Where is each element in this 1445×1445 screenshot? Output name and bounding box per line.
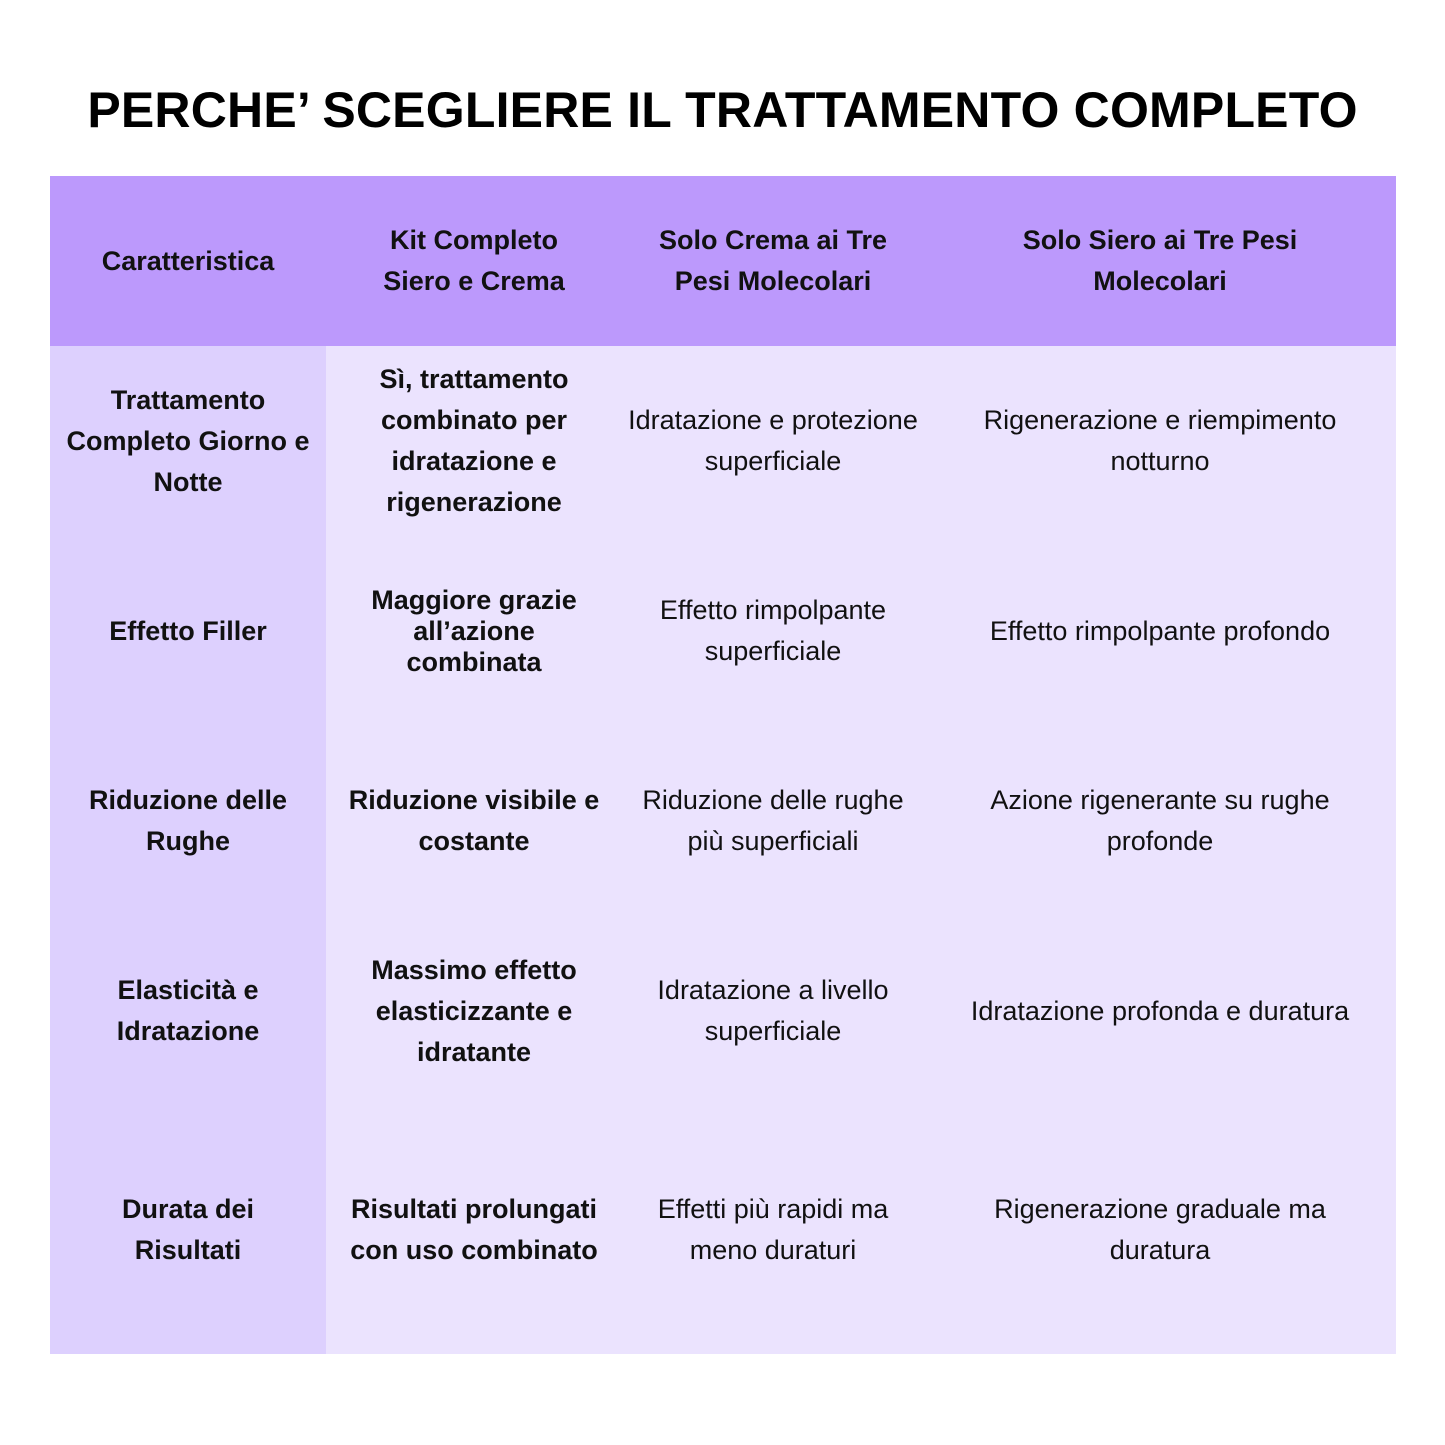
siero-cell	[924, 916, 1396, 1106]
feature-label: Durata dei Risultati	[121, 1194, 255, 1265]
crema-cell	[622, 346, 924, 536]
header-cell-siero	[924, 176, 1396, 346]
siero-value: Effetto rimpolpante profondo	[989, 615, 1331, 646]
header-cell-kit	[326, 176, 622, 346]
feature-label: Elasticità e Idratazione	[116, 975, 260, 1046]
header-label: Solo Crema ai Tre Pesi Molecolari	[658, 225, 888, 296]
siero-cell	[924, 536, 1396, 726]
siero-cell	[924, 1106, 1396, 1354]
kit-cell	[326, 1106, 622, 1354]
kit-value: Risultati prolungati con uso combinato	[350, 1194, 598, 1265]
kit-value: Sì, trattamento combinato per idratazione e rigenerazione	[379, 364, 569, 517]
row-label-cell	[50, 346, 326, 536]
crema-cell	[622, 1106, 924, 1354]
header-label: Caratteristica	[101, 245, 275, 276]
row-label-cell	[50, 726, 326, 916]
feature-label: Trattamento Completo Giorno e Notte	[66, 384, 310, 497]
row-label-cell	[50, 536, 326, 726]
kit-cell	[326, 726, 622, 916]
kit-value: Maggiore grazie all’azione combinata	[371, 584, 577, 677]
crema-cell	[622, 726, 924, 916]
crema-value: Effetti più rapidi ma meno duraturi	[657, 1194, 889, 1265]
siero-cell	[924, 346, 1396, 536]
siero-cell	[924, 726, 1396, 916]
header-cell-crema	[622, 176, 924, 346]
crema-value: Effetto rimpolpante superficiale	[659, 595, 887, 666]
crema-value: Idratazione a livello superficiale	[657, 975, 889, 1046]
row-label-cell	[50, 1106, 326, 1354]
kit-cell	[326, 916, 622, 1106]
siero-value: Rigenerazione e riempimento notturno	[983, 405, 1337, 476]
siero-value: Idratazione profonda e duratura	[970, 995, 1350, 1026]
header-cell-feature	[50, 176, 326, 346]
crema-value: Idratazione e protezione superficiale	[628, 405, 918, 476]
row-label-cell	[50, 916, 326, 1106]
crema-value: Riduzione delle rughe più superficiali	[642, 785, 904, 856]
crema-cell	[622, 916, 924, 1106]
comparison-table	[50, 176, 1396, 1364]
kit-cell	[326, 346, 622, 536]
page-title: PERCHE’ SCEGLIERE IL TRATTAMENTO COMPLETO	[87, 82, 1358, 138]
header-label: Solo Siero ai Tre Pesi Molecolari	[1022, 225, 1298, 296]
header-label: Kit Completo Siero e Crema	[383, 225, 565, 296]
feature-label: Riduzione delle Rughe	[88, 785, 288, 856]
feature-label: Effetto Filler	[109, 615, 267, 646]
kit-value: Massimo effetto elasticizzante e idratante	[371, 954, 577, 1067]
siero-value: Rigenerazione graduale ma duratura	[994, 1194, 1326, 1265]
kit-value: Riduzione visibile e costante	[348, 785, 600, 856]
crema-cell	[622, 536, 924, 726]
kit-cell	[326, 536, 622, 726]
siero-value: Azione rigenerante su rughe profonde	[990, 785, 1330, 856]
